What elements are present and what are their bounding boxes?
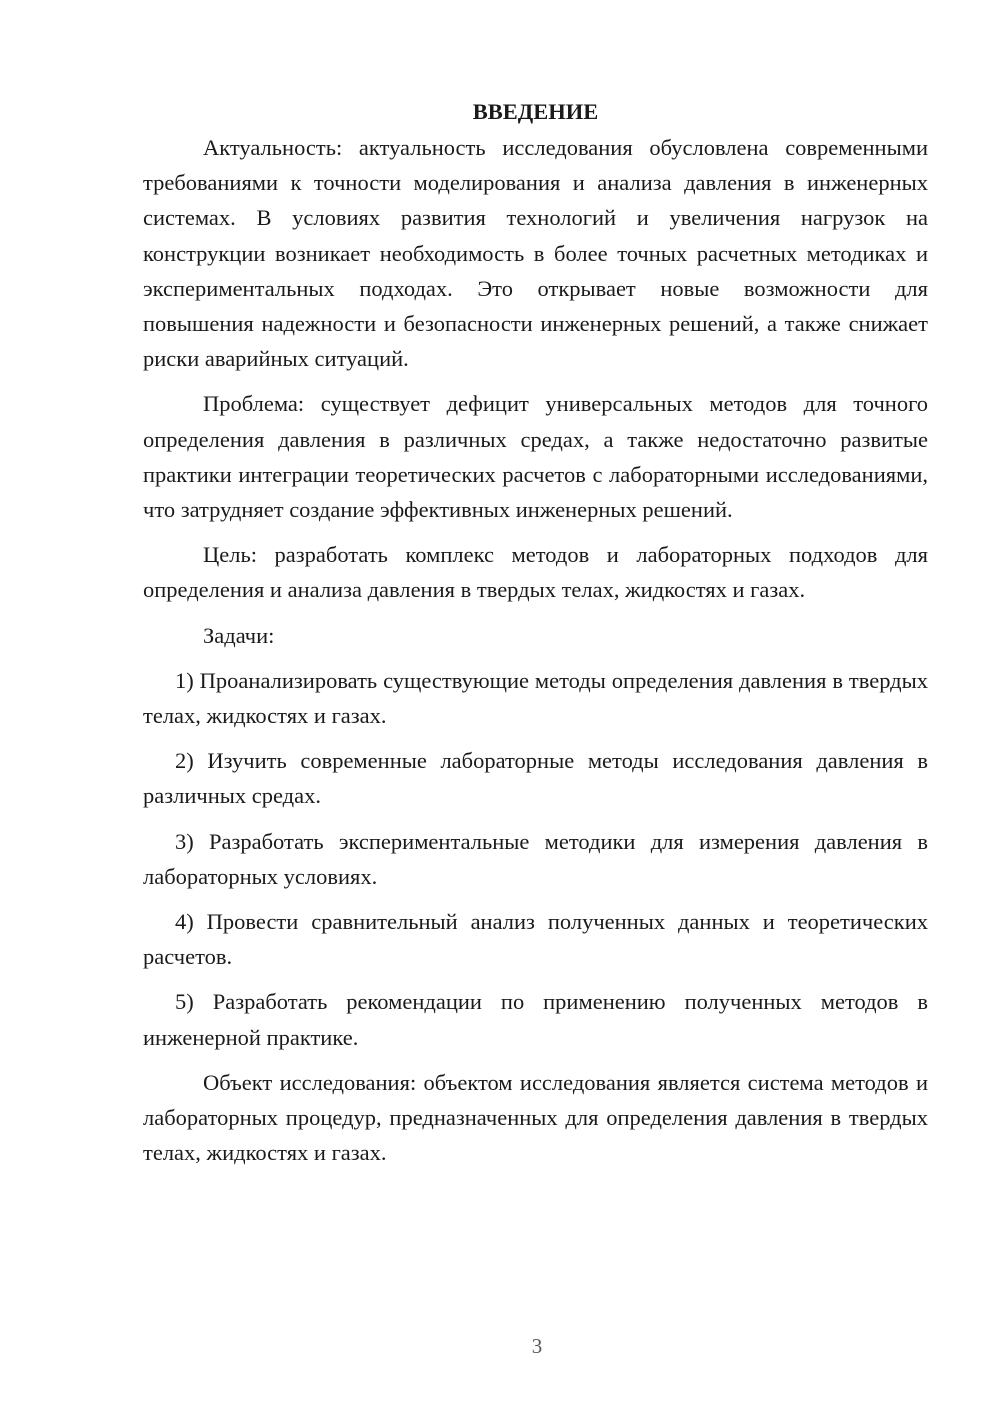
page-number: 3 xyxy=(531,1334,543,1358)
goal-paragraph: Цель: разработать комплекс методов и лабораторных подходов для определения и анализа давления в твердых телах, жидкостях и газах. xyxy=(143,542,928,603)
section-title: ВВЕДЕНИЕ xyxy=(472,99,599,124)
task-item: 2) Изучить современные лабораторные методы исследования давления в различных средах. xyxy=(143,748,928,809)
task-item: 5) Разработать рекомендации по применению полученных методов в инженерной практике. xyxy=(143,989,928,1050)
object-paragraph: Объект исследования: объектом исследования является система методов и лабораторных процедур, предназначенных для определения давления в твердых телах, жидкостях и газах. xyxy=(143,1069,928,1166)
relevance-paragraph: Актуальность: актуальность исследования обусловлена современными требованиями к точности моделирования и анализа давления в инженерных системах. В условиях развития технологий и увеличения нагрузок на конструкции возникает необходимость в более точных расчетных методиках и экспериментальных подходах. Это открывает новые возможности для повышения надежности и безопасности инженерных решений, а также снижает риски аварийных ситуаций. xyxy=(143,135,928,372)
task-item: 4) Провести сравнительный анализ полученных данных и теоретических расчетов. xyxy=(143,909,928,970)
page-content xyxy=(143,94,928,1180)
task-item: 3) Разработать экспериментальные методики для измерения давления в лабораторных условиях. xyxy=(143,828,928,889)
task-item: 1) Проанализировать существующие методы определения давления в твердых телах, жидкостях и газах. xyxy=(143,667,928,729)
problem-paragraph: Проблема: существует дефицит универсальных методов для точного определения давления в различных средах, а также недостаточно развитые практики интеграции теоретических расчетов с лабораторными исследованиями, что затрудняет создание эффективных инженерных решений. xyxy=(143,391,928,523)
tasks-label: Задачи: xyxy=(203,622,275,648)
